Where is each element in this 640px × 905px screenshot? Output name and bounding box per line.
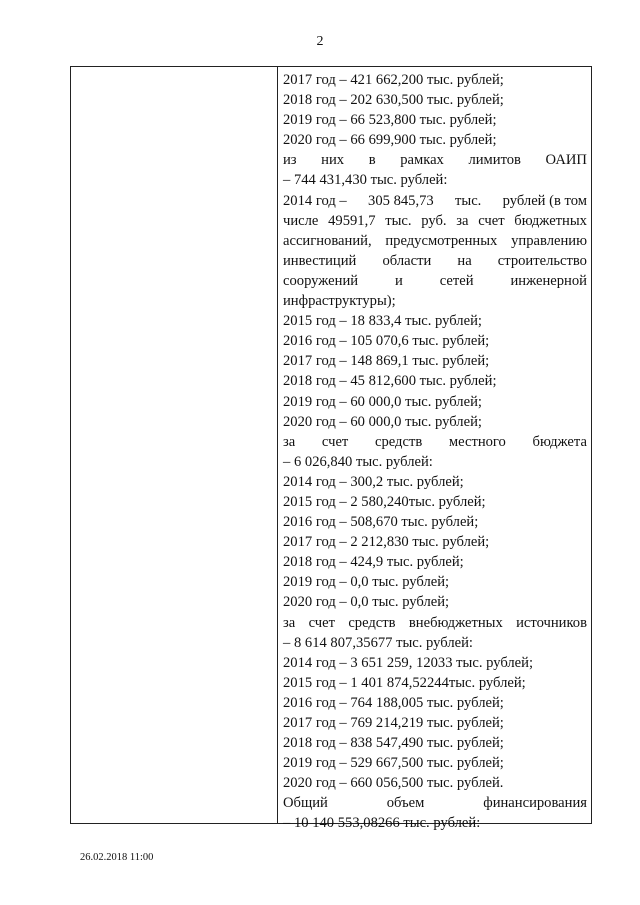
word: ассигнований, (283, 232, 372, 249)
word: в (368, 152, 376, 169)
oaip-2014-wrap-line (283, 211, 587, 231)
word: объем (386, 795, 425, 812)
local-year-line: 2020 год – 0,0 тыс. рублей; (283, 594, 450, 611)
text-line: 2020 год – 66 699,900 тыс. рублей; (283, 132, 497, 149)
extrabudget-year-line: 2017 год – 769 214,219 тыс. рублей; (283, 715, 504, 731)
table-column-divider (277, 66, 278, 824)
word: тыс. (385, 212, 412, 229)
oaip-year-line: 2017 год – 148 869,1 тыс. рублей; (283, 353, 490, 370)
word: бюджета (532, 433, 587, 450)
total-financing-value: – 10 140 553,08266 тыс. рублей: (283, 815, 481, 832)
word: местного (448, 433, 506, 450)
word: внебюджетных (408, 614, 503, 631)
word: рублей (в том (502, 192, 587, 209)
extrabudget-year-line: 2018 год – 838 547,490 тыс. рублей; (283, 735, 504, 752)
word: за (283, 433, 296, 450)
oaip-year-line: 2020 год – 60 000,0 тыс. рублей; (283, 413, 482, 430)
word: Общий (283, 795, 328, 812)
word: лимитов (468, 152, 521, 169)
local-year-line: 2014 год – 300,2 тыс. рублей; (283, 473, 464, 490)
word: бюджетных (514, 212, 587, 229)
word: 49591,7 (328, 212, 376, 229)
word: строительство (497, 252, 587, 269)
extrabudget-year-line: 2015 год – 1 401 874,52244тыс. рублей; (283, 674, 526, 691)
extrabudget-year-line: 2016 год – 764 188,005 тыс. рублей; (283, 694, 504, 711)
word: счет (321, 433, 349, 450)
word: финансирования (483, 795, 587, 812)
word: средств (348, 614, 396, 631)
extrabudget-year-line: 2020 год – 660 056,500 тыс. рублей. (283, 775, 504, 792)
word: и (395, 272, 403, 289)
print-timestamp: 26.02.2018 11:00 (80, 852, 154, 863)
extrabudget-year-line: 2014 год – 3 651 259, 12033 тыс. рублей; (283, 654, 534, 671)
word: источников (516, 614, 587, 631)
oaip-heading (283, 150, 587, 170)
oaip-2014-end: инфраструктуры); (283, 293, 396, 310)
text-line: 2018 год – 202 630,500 тыс. рублей; (283, 92, 504, 109)
local-year-line: 2019 год – 0,0 тыс. рублей; (283, 574, 450, 591)
word: них (321, 152, 345, 169)
extrabudget-heading (283, 613, 587, 633)
word: 2014 год – (283, 192, 347, 209)
word: руб. (421, 212, 447, 229)
local-year-line: 2018 год – 424,9 тыс. рублей; (283, 554, 464, 571)
local-budget-total: – 6 026,840 тыс. рублей: (283, 453, 433, 470)
local-year-line: 2017 год – 2 212,830 тыс. рублей; (283, 534, 490, 551)
word: управлению (511, 232, 587, 249)
text-line: 2019 год – 66 523,800 тыс. рублей; (283, 112, 497, 129)
word: ОАИП (545, 152, 587, 169)
funding-text-cell (283, 70, 587, 834)
oaip-year-line: 2016 год – 105 070,6 тыс. рублей; (283, 333, 490, 350)
oaip-year-line: 2015 год – 18 833,4 тыс. рублей; (283, 313, 482, 330)
word: тыс. (455, 192, 482, 209)
word: области (382, 252, 432, 269)
oaip-total: – 744 431,430 тыс. рублей: (283, 172, 448, 189)
oaip-2014-wrap-line (283, 271, 587, 291)
word: за (456, 212, 469, 229)
oaip-year-line: 2018 год – 45 812,600 тыс. рублей; (283, 373, 497, 390)
word: рамках (400, 152, 444, 169)
local-year-line: 2016 год – 508,670 тыс. рублей; (283, 514, 479, 531)
word: предусмотренных (385, 232, 498, 249)
word: счет (308, 614, 335, 631)
local-budget-heading (283, 432, 587, 452)
oaip-year-line: 2019 год – 60 000,0 тыс. рублей; (283, 393, 482, 410)
word: на (457, 252, 472, 269)
text-line: 2017 год – 421 662,200 тыс. рублей; (283, 72, 504, 88)
word: сооружений (283, 272, 359, 289)
word: сетей (439, 272, 474, 289)
word: средств (374, 433, 423, 450)
word: числе (283, 212, 319, 229)
oaip-2014-wrap-line (283, 231, 587, 251)
oaip-2014-wrap-line (283, 251, 587, 271)
word: инженерной (510, 272, 587, 289)
word: инвестиций (283, 252, 357, 269)
word: 305 845,73 (368, 192, 434, 209)
oaip-2014-line (283, 191, 587, 211)
word: за (283, 614, 296, 631)
extrabudget-total: – 8 614 807,35677 тыс. рублей: (283, 634, 473, 651)
word: счет (478, 212, 505, 229)
local-year-line: 2015 год – 2 580,240тыс. рублей; (283, 493, 486, 510)
extrabudget-year-line: 2019 год – 529 667,500 тыс. рублей; (283, 755, 504, 772)
total-financing-heading (283, 793, 587, 813)
word: из (283, 152, 297, 169)
page-number: 2 (316, 34, 324, 49)
